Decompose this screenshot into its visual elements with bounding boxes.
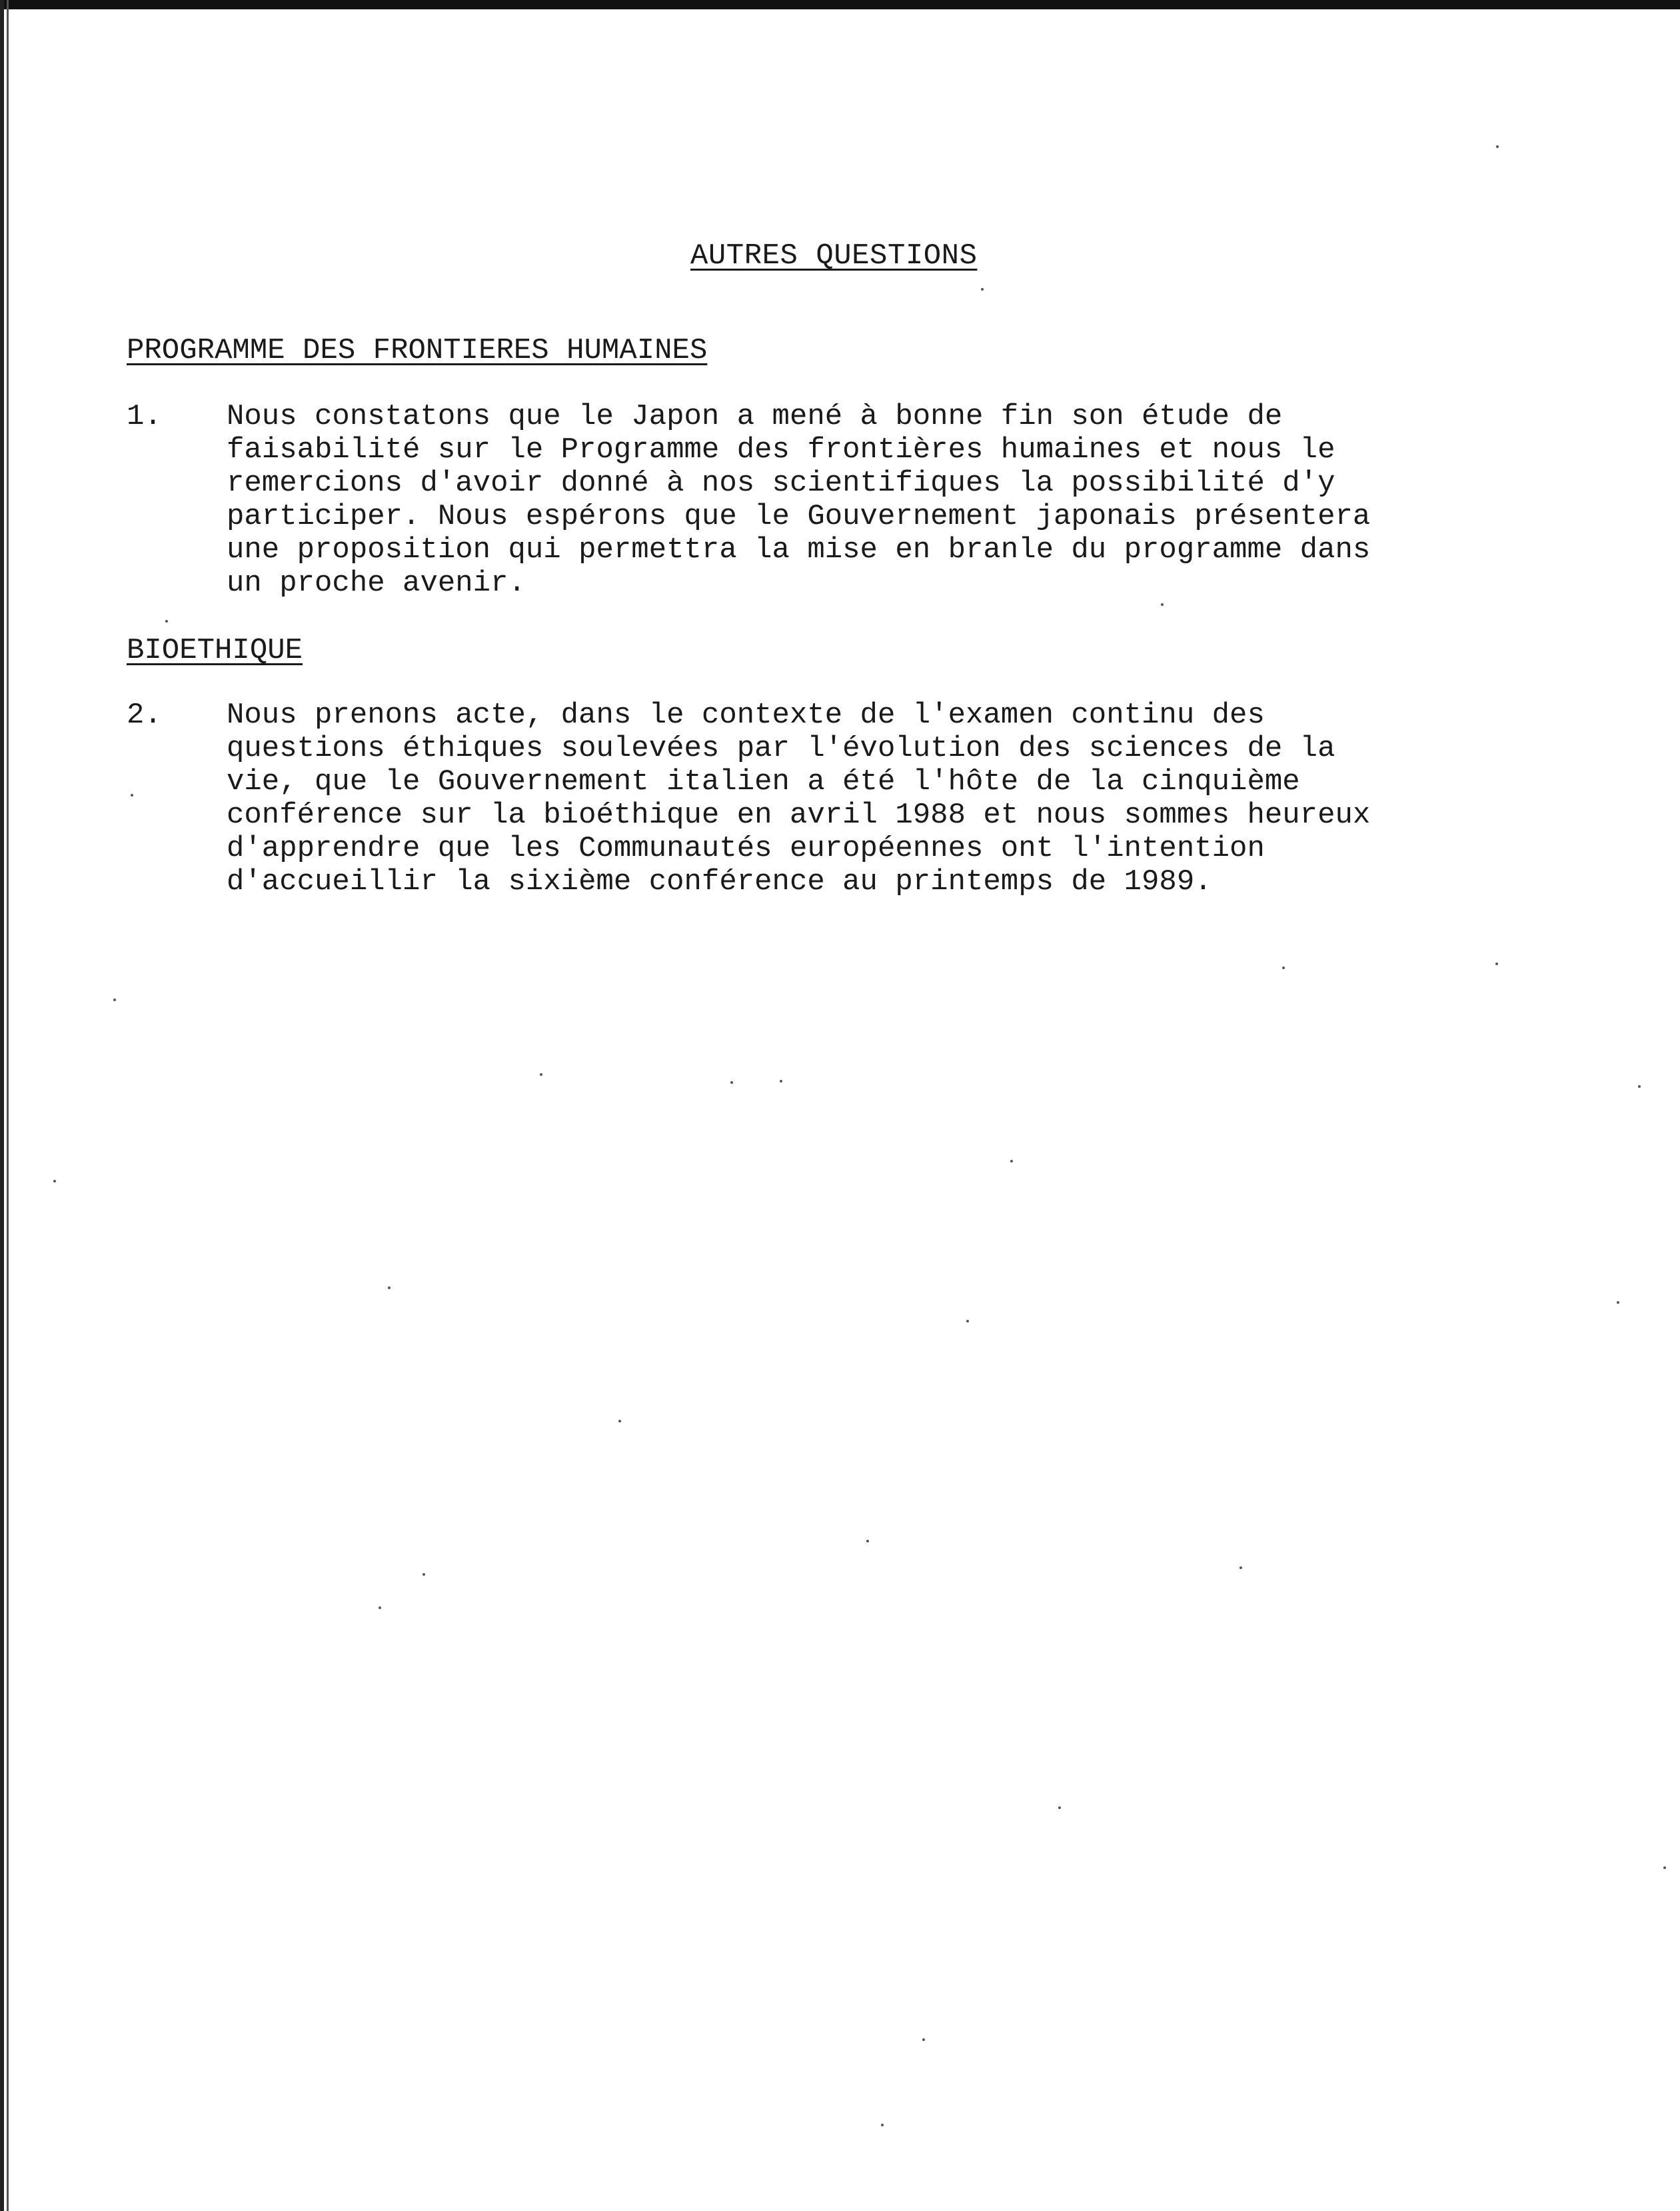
scan-speck — [540, 1073, 542, 1076]
scan-speck — [1496, 145, 1499, 148]
scan-speck — [730, 1081, 733, 1084]
section-heading-bioethique: BIOETHIQUE — [127, 634, 303, 667]
scan-speck — [422, 1573, 425, 1576]
scan-speck — [131, 794, 133, 797]
scan-speck — [1010, 1160, 1013, 1162]
scan-speck — [1161, 603, 1164, 606]
scan-speck — [922, 2038, 925, 2041]
scan-speck — [165, 620, 168, 623]
scan-speck — [881, 2124, 884, 2126]
scan-speck — [966, 1320, 969, 1322]
scan-speck — [981, 288, 984, 291]
scan-border-left-inner — [7, 0, 9, 2211]
scan-speck — [618, 1420, 621, 1422]
scan-speck — [866, 1540, 869, 1542]
scan-speck — [780, 1080, 782, 1083]
paragraph-number: 1. — [127, 400, 162, 433]
paragraph-number: 2. — [127, 699, 162, 732]
scan-speck — [1617, 1301, 1619, 1304]
scan-speck — [379, 1606, 381, 1609]
scan-border-top — [0, 0, 1680, 9]
scan-speck — [53, 1180, 56, 1182]
paragraph-text: Nous constatons que le Japon a mené à bonne fin son étude de faisabilité sur le Programme des frontières humaines et nous le remercions d'avoir donné à nos scientifiques la possibilité d'y participer. Nous espérons que le Gouvernement japonais présentera une proposition qui permettra la mise en branle du programme dans un proche avenir. — [227, 400, 1371, 600]
page-title: AUTRES QUESTIONS — [690, 239, 978, 273]
scan-speck — [1495, 963, 1498, 965]
paragraph-text: Nous prenons acte, dans le contexte de l'examen continu des questions éthiques soulevées par l'évolution des sciences de la vie, que le Gouvernement italien a été l'hôte de la cinquième conférence sur la bioéthique en avril 1988 et nous sommes heureux d'apprendre que les Communautés européennes ont l'intention d'accueillir la sixième conférence au printemps de 1989. — [227, 699, 1371, 899]
scan-speck — [1663, 1866, 1666, 1869]
scan-speck — [1282, 967, 1285, 969]
scan-speck — [388, 1286, 391, 1289]
scan-border-left — [0, 0, 4, 2211]
scan-speck — [1240, 1566, 1242, 1569]
scan-speck — [113, 999, 116, 1001]
scan-speck — [1058, 1806, 1061, 1809]
section-heading-frontieres-humaines: PROGRAMME DES FRONTIERES HUMAINES — [127, 334, 708, 367]
scan-speck — [1638, 1085, 1641, 1088]
